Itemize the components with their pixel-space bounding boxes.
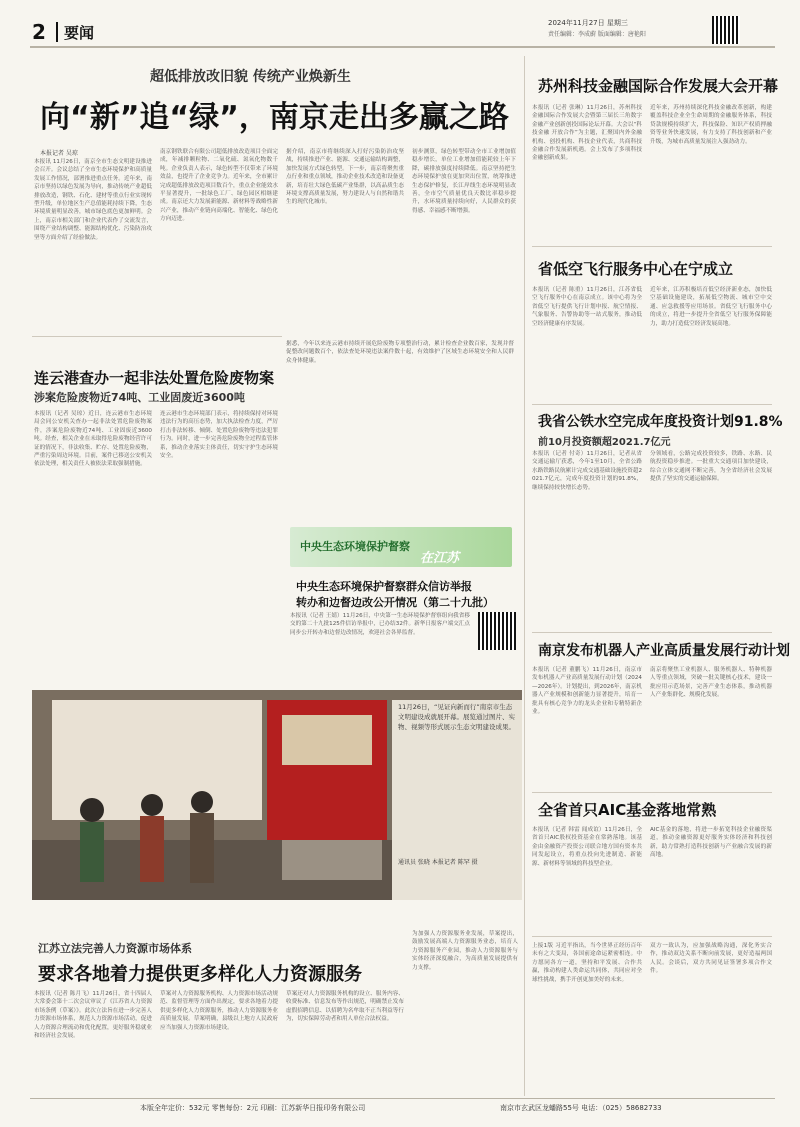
r5-headline: 全省首只AIC基金落地常熟 <box>538 801 717 819</box>
section-title: 要闻 <box>64 24 95 42</box>
left-story-column-3: 据悉，今年以来连云港市持续开展危险废物专项整治行动，累计检查企业数百家，发现并督促整改问题数百个，依法查处环境违法案件数十起，有效维护了区域生态环境安全和人民群众身体健康。 <box>286 341 514 364</box>
r5-column-1: 本报讯（记者 韩雷 闻成谊）11月26日，全省首只AIC股权投资基金在常熟落地。该基金由金融资产投资公司联合地方国有资本共同发起设立，将重点投向先进制造、新能源、新材料等领域的科技型企业。 <box>532 827 642 867</box>
r6-column-2: 双方一致认为，应加强战略沟通，深化务实合作，推动双边关系不断向前发展，更好造福两国人民。会谈后，双方共同见证签署多项合作文件。 <box>650 943 772 975</box>
mid-story-body: 本报讯（记者 王婧）11月26日，中央第一生态环境保护督察组向我省移交的第二十九批125件信访举报中，已办结32件。新华日报客户端交汇点同步公开转办和边督边改情况，欢迎社会各界监督。 <box>290 613 470 636</box>
lead-column-3: 据介绍，南京市将继续深入打好污染防治攻坚战，持续推进产业、能源、交通运输结构调整，加快发展方式绿色转型。下一步，南京将聚焦重点行业和重点领域，推动企业技术改造和设备更新，培育壮大绿色低碳产业集群，以高品质生态环境支撑高质量发展，努力建设人与自然和谐共生的现代化城市。 <box>286 149 404 206</box>
left-story-column-1: 本报讯（记者 吴琼）近日，连云港市生态环境局会同公安机关查办一起非法处置危险废物案件，涉案危险废物近74吨、工业固废近3600吨。经查，相关企业在未取得危险废物经营许可证的情况下，非法收集、贮存、处置危险废物，严重污染周边环境。目前，案件已移送公安机关依法处理，相关责任人被依法采取强制措施。 <box>34 411 152 468</box>
r4-column-1: 本报讯（记者 董鹏飞）11月26日，南京市发布机器人产业高质量发展行动计划（2024—2026年）。计划提出，到2026年，南京机器人产业规模和创新能力显著提升，培育一批具有核心竞争力的龙头企业和专精特新企业。 <box>532 667 642 716</box>
r1-column-2: 近年来，苏州持续深化科技金融改革创新，构建覆盖科技企业全生命周期的金融服务体系，科技贷款规模持续扩大，科技保险、知识产权质押融资等业务快速发展，有力支持了科技创新和产业升级，为城市高质量发展注入强劲动力。 <box>650 105 772 145</box>
r2-column-2: 近年来，江苏积极培育低空经济新业态，加快低空基础设施建设，拓展低空物流、城市空中交通、应急救援等应用场景。省低空飞行服务中心的成立，将进一步提升全省低空飞行服务保障能力，助力打造低空经济发展高地。 <box>650 287 772 327</box>
divider <box>32 336 282 337</box>
divider <box>532 632 772 633</box>
banner-subtitle: 在江苏 <box>420 551 460 566</box>
column-divider <box>524 56 525 1096</box>
left-story-column-2: 连云港市生态环境部门表示，将持续保持对环境违法行为的高压态势，加大执法检查力度，严厉打击非法转移、倾倒、处置危险废物等违法犯罪行为。同时，进一步完善危险废物全过程监管体系，推动企业落实主体责任，切实守护生态环境安全。 <box>160 411 278 460</box>
qr-code-icon <box>712 16 740 44</box>
issue-date: 2024年11月27日 星期三 <box>548 19 628 27</box>
divider <box>532 246 772 247</box>
mid-story-headline-2: 转办和边督边改公开情况（第二十九批） <box>296 596 494 609</box>
footer-left: 本版全年定价：532元 零售每份：2元 印刷：江苏新华日报印务有限公司 <box>140 1104 366 1112</box>
lead-headline: 向“新”追“绿”，南京走出多赢之路 <box>40 100 509 135</box>
banner-title: 中央生态环境保护督察 <box>300 540 410 553</box>
divider <box>532 936 772 937</box>
r3-column-1: 本报讯（记者 付奇）11月26日，记者从省交通运输厅获悉，今年1至10月，全省公路水路铁路民航累计完成交通基础设施投资超2021.7亿元，完成年度投资计划的91.8%，继续保持较快增长态势。 <box>532 451 642 491</box>
bottom-column-3: 草案还对人力资源服务机构的设立、服务内容、收费标准、信息发布等作出规范，明确禁止发布虚假招聘信息、以招聘为名牟取不正当利益等行为，切实保障劳动者和用人单位合法权益。 <box>286 991 404 1023</box>
bottom-headline: 要求各地着力提供更多样化人力资源服务 <box>38 964 362 985</box>
r4-column-2: 南京将聚焦工业机器人、服务机器人、特种机器人等重点领域，突破一批关键核心技术，建设一批应用示范场景，完善产业生态体系，推动机器人产业集群化、规模化发展。 <box>650 667 772 699</box>
photo-caption: 11月26日，“见证向新而行”南京市生态文明建设成就展开幕。展览通过图片、实物、视频等形式展示生态文明建设成果。 <box>398 703 515 731</box>
photo-credit: 通讯员 张晓 本报记者 陈罕 摄 <box>398 859 478 866</box>
header-rule <box>30 46 775 48</box>
divider <box>532 792 772 793</box>
r6-column-1: 上接1版 习近平指出，当今世界正经历百年未有之大变局，各国前途命运紧密相连。中方愿同各方一道，坚持和平发展、合作共赢，推动构建人类命运共同体，共同应对全球性挑战，携手开创更加美好的未来。 <box>532 943 642 983</box>
r1-column-1: 本报讯（记者 张琳）11月26日，苏州科技金融国际合作发展大会暨第三届长三角数字金融产业创新创投国际论坛开幕。大会以“科技金融 开放合作”为主题，汇聚国内外金融机构、创投机构、科技企业代表，共商科技金融合作发展新机遇。会上发布了多项科技金融创新成果。 <box>532 105 642 162</box>
r4-headline: 南京发布机器人产业高质量发展行动计划 <box>538 643 790 659</box>
r1-headline: 苏州科技金融国际合作发展大会开幕 <box>538 77 779 95</box>
bottom-kicker: 江苏立法完善人力资源市场体系 <box>38 942 192 955</box>
lead-kicker: 超低排放改旧貌 传统产业焕新生 <box>150 69 351 85</box>
bottom-column-2: 草案对人力资源服务机构、人力资源市场活动规范、监督管理等方面作出规定，要求各地着力提供更多样化人力资源服务，推动人力资源服务业高质量发展。草案明确，县级以上地方人民政府应当加强人力资源市场建设。 <box>160 991 278 1031</box>
left-story-subheadline: 涉案危险废物近74吨、工业固废近3600吨 <box>34 391 245 404</box>
qr-code-icon <box>478 612 516 650</box>
divider <box>532 404 772 405</box>
r3-subheadline: 前10月投资额超2021.7亿元 <box>538 437 671 448</box>
lead-column-1: 本报讯 11月26日，南京全市生态文明建设推进会召开。会议总结了全市生态环境保护和高质量发展工作情况，部署推进重点任务。近年来，南京市坚持以绿色发展为导向，推动传统产业超低排放改造，钢铁、石化、建材等重点行业实现转型升级，单位地区生产总值能耗持续下降，生态环境质量明显改善，城市绿色底色更加鲜明。会上，南京市相关部门和企业代表作了交流发言，围绕产业结构调整、能源结构优化、污染防治攻坚等方面介绍了经验做法。 <box>34 159 152 241</box>
header-divider <box>56 22 58 42</box>
lead-column-4: 初步测算，绿色转型带动全市工业增加值稳步增长，单位工业增加值能耗较上年下降，碳排放强度持续降低。南京坚持把生态环境保护放在更加突出位置，统筹推进生态保护修复，长江岸线生态环境明显改善，全市空气质量优良天数比率稳步提升，水环境质量持续向好，人民群众的获得感、幸福感不断增强。 <box>412 149 516 214</box>
editor-credits: 责任编辑：李成蔚 版面编辑：唐艳阳 <box>548 31 646 38</box>
left-story-headline: 连云港查办一起非法处置危险废物案 <box>34 369 275 387</box>
lead-byline: 本报记者 吴琼 <box>40 150 78 157</box>
page-number: 2 <box>32 20 46 44</box>
footer-right: 南京市玄武区龙蟠路55号 电话：（025）58682733 <box>500 1104 662 1112</box>
r3-column-2: 分领域看，公路完成投资较多，铁路、水路、民航投资稳步推进。一批重大交通项目加快建设，综合立体交通网不断完善，为全省经济社会发展提供了坚实的交通运输保障。 <box>650 451 772 483</box>
bottom-column-1: 本报讯（记者 陈月飞）11月26日，省十四届人大常委会第十二次会议审议了《江苏省人力资源市场条例（草案）》。此次立法旨在进一步完善人力资源市场体系，规范人力资源市场活动，促进人力资源合理流动和优化配置，更好服务稳就业和经济社会发展。 <box>34 991 152 1040</box>
lead-column-2: 南京钢铁联合有限公司超低排放改造项目全面完成，年减排颗粒物、二氧化硫、氮氧化物数千吨。企业负责人表示，绿色转型不仅带来了环境效益，也提升了企业竞争力。近年来，全市累计完成超低排放改造项目数百个，重点企业能效水平显著提升，一批绿色工厂、绿色园区相继建成。南京还大力发展新能源、新材料等战略性新兴产业，推动产业链向高端化、智能化、绿色化方向迈进。 <box>160 149 278 223</box>
r5-column-2: AIC基金的落地，将进一步拓宽科技企业融资渠道，推动金融资源更好服务实体经济和科技创新，助力常熟打造科技创新与产业融合发展的新高地。 <box>650 827 772 859</box>
r2-headline: 省低空飞行服务中心在宁成立 <box>538 260 734 278</box>
bottom-column-4: 为加强人力资源服务业发展，草案提出，鼓励发展高端人力资源服务业态，培育人力资源服务产业园，推动人力资源服务与实体经济深度融合，为高质量发展提供有力支撑。 <box>412 931 518 971</box>
r2-column-1: 本报讯（记者 陈重）11月26日，江苏省低空飞行服务中心在南京成立。该中心将为全省低空飞行提供飞行计划申报、航空情报、气象服务、告警协助等一站式服务，推动低空经济健康有序发展。 <box>532 287 642 327</box>
footer-rule <box>30 1098 775 1099</box>
r3-headline: 我省公铁水空完成年度投资计划91.8% <box>538 414 783 430</box>
mid-story-headline-1: 中央生态环境保护督察群众信访举报 <box>296 580 472 593</box>
